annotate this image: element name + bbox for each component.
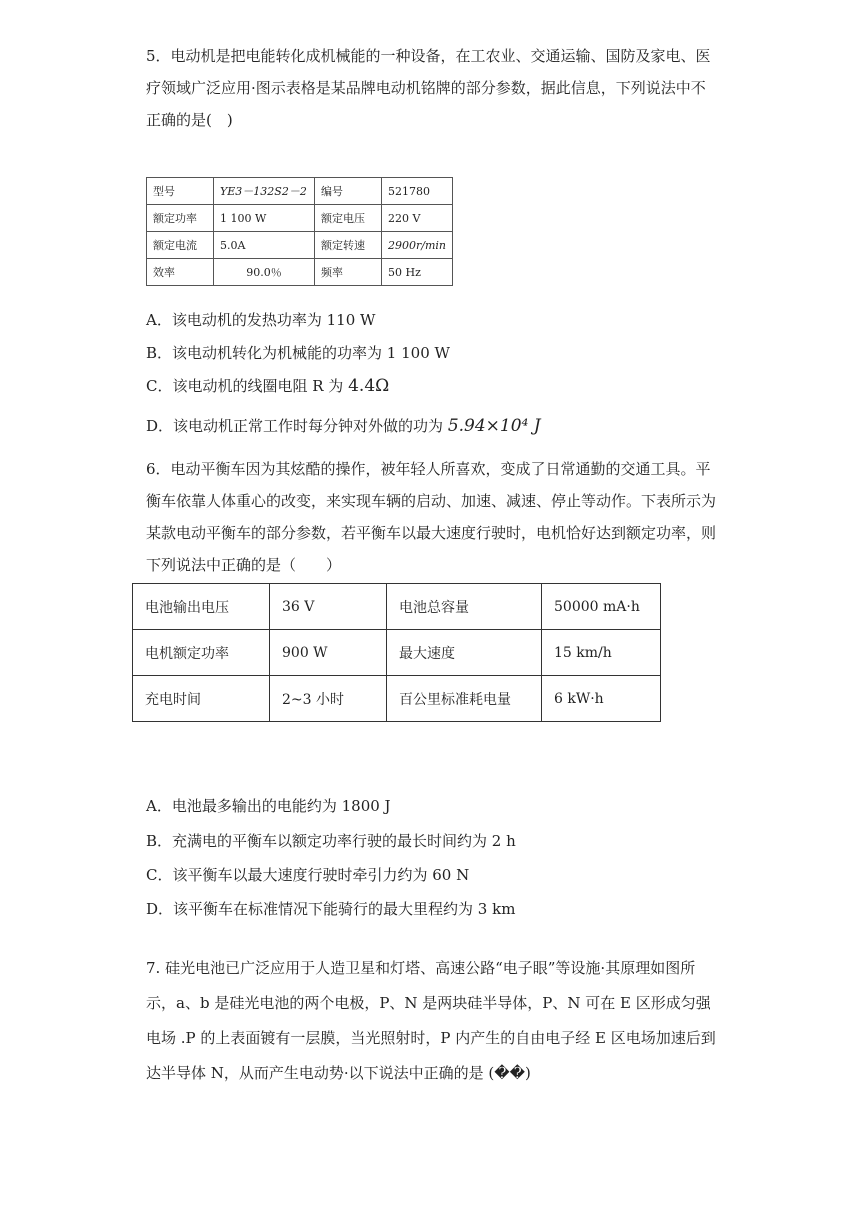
q5-option-d[interactable]: [146, 416, 541, 436]
table-cell: 效率: [147, 259, 214, 286]
q6-option-c[interactable]: C．该平衡车以最大速度行驶时牵引力约为 60 N: [146, 866, 470, 884]
q6-stem: 6．电动平衡车因为其炫酷的操作，被年轻人所喜欢，变成了日常通勤的交通工具。平衡车依靠人体重心的改变，来实现车辆的启动、加速、减速、停止等动作。下表所示为某款电动平衡车的部分参数，若平衡车以最大速度行驶时，电机恰好达到额定功率，则下列说法中正确的是（ ）: [146, 460, 717, 574]
table-cell: 50000 mA·h: [542, 584, 661, 630]
table-cell: 额定电流: [147, 232, 214, 259]
table-cell: 电池总容量: [387, 584, 542, 630]
table-cell: 型号: [147, 178, 214, 205]
q6-option-d[interactable]: D．该平衡车在标准情况下能骑行的最大里程约为 3 km: [146, 900, 516, 918]
q5-option-b[interactable]: B．该电动机转化为机械能的功率为 1 100 W: [146, 344, 450, 362]
table-row: [133, 676, 661, 722]
table-row: [147, 205, 453, 232]
table-cell: YE3－132S2－2: [214, 178, 315, 205]
table-cell: 额定电压: [315, 205, 382, 232]
table-cell: 2900r/min: [382, 232, 453, 259]
option-math: 5.94×10⁴ J: [447, 416, 541, 436]
table-cell: 36 V: [270, 584, 387, 630]
table-cell: 521780: [382, 178, 453, 205]
table-cell: 1 100 W: [214, 205, 315, 232]
table-cell: 50 Hz: [382, 259, 453, 286]
table-cell: 额定转速: [315, 232, 382, 259]
table-cell: 900 W: [270, 630, 387, 676]
table-cell: 电池输出电压: [133, 584, 270, 630]
table-cell: 2~3 小时: [270, 676, 387, 722]
table-row: [147, 232, 453, 259]
table-row: [133, 630, 661, 676]
table-cell: 90.0％: [214, 259, 315, 286]
q5-option-a[interactable]: A．该电动机的发热功率为 110 W: [146, 311, 376, 329]
q6-table: [132, 583, 661, 722]
table-row: [147, 178, 453, 205]
table-row: [147, 259, 453, 286]
q5-table: [146, 177, 453, 286]
table-cell: 最大速度: [387, 630, 542, 676]
table-cell: 6 kW·h: [542, 676, 661, 722]
table-cell: 编号: [315, 178, 382, 205]
q6-option-b[interactable]: B．充满电的平衡车以额定功率行驶的最长时间约为 2 h: [146, 832, 516, 850]
table-cell: 5.0A: [214, 232, 315, 259]
table-cell: 220 V: [382, 205, 453, 232]
table-row: [133, 584, 661, 630]
table-cell: 频率: [315, 259, 382, 286]
table-cell: 额定功率: [147, 205, 214, 232]
table-cell: 电机额定功率: [133, 630, 270, 676]
table-cell: 15 km/h: [542, 630, 661, 676]
q6-option-a[interactable]: A．电池最多输出的电能约为 1800 J: [146, 797, 391, 815]
q5-option-c[interactable]: [146, 376, 389, 396]
table-cell: 百公里标准耗电量: [387, 676, 542, 722]
q5-stem: 5．电动机是把电能转化成机械能的一种设备，在工农业、交通运输、国防及家电、医疗领域广泛应用·图示表格是某品牌电动机铭牌的部分参数，据此信息，下列说法中不正确的是( ): [146, 47, 711, 129]
table-cell: 充电时间: [133, 676, 270, 722]
option-math: 4.4Ω: [348, 376, 390, 396]
q7-stem: 7. 硅光电池已广泛应用于人造卫星和灯塔、高速公路“电子眼”等设施·其原理如图所示，a、b 是硅光电池的两个电极，P、N 是两块硅半导体，P、N 可在 E 区形成匀强电场 .P 的上表面镀有一层膜，当光照射时，P 内产生的自由电子经 E 区电场加速后到达半导体 N，从而产生电动势·以下说法中正确的是 (��): [146, 959, 716, 1082]
option-text: C．该电动机的线圈电阻 R 为: [146, 377, 344, 395]
option-text: D．该电动机正常工作时每分钟对外做的功为: [146, 417, 444, 435]
